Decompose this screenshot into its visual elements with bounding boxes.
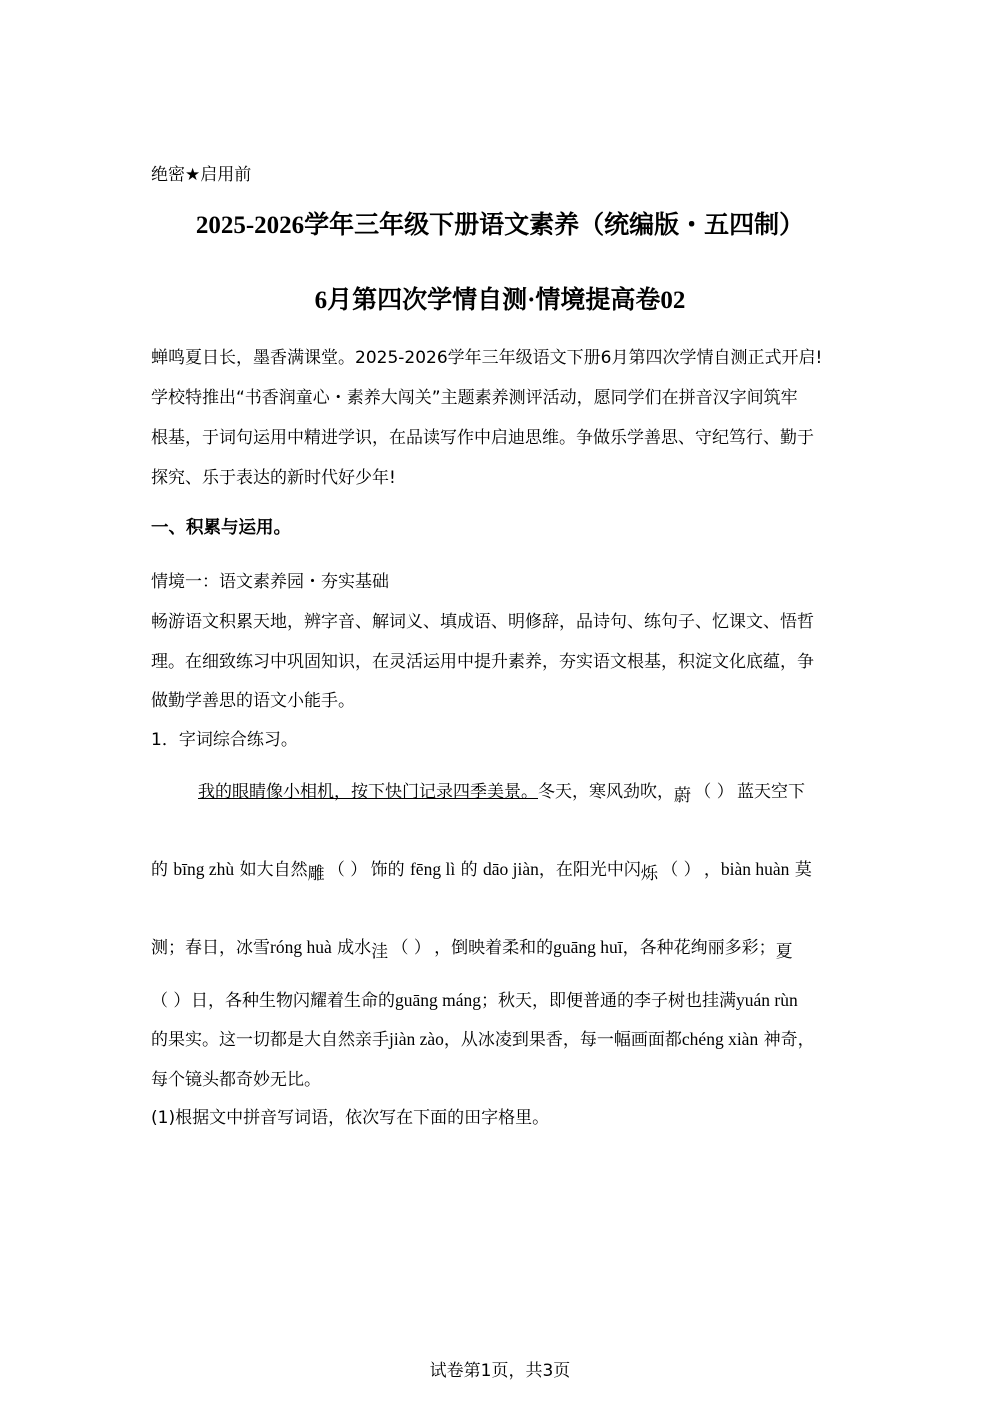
pinyin-blank: biàn huàn [720, 859, 790, 879]
intro-line: 探究、乐于表达的新时代好少年! [151, 468, 396, 488]
text-run: ，倒映着柔和的 [434, 938, 554, 958]
pinyin-blank: bīng zhù [173, 859, 235, 879]
pinyin-blank: jiàn zào [389, 1029, 444, 1049]
answer-blank: （ ） [151, 991, 191, 1011]
pinyin-blank: fēng lì [409, 859, 456, 879]
text-run: ，各种花绚丽多彩； [622, 938, 776, 958]
passage-line [151, 933, 793, 962]
context-line: 理。在细致练习中巩固知识，在灵活运用中提升素养，夯实语文根基，积淀文化底蕴，争 [151, 652, 814, 672]
text-run: 测；春日，冰雪 [151, 938, 270, 958]
passage-line [151, 855, 812, 884]
exam-title-line2: 6月第四次学情自测·情境提高卷02 [314, 287, 686, 314]
context-line: 畅游语文积累天地，辨字音、解词义、填成语、明修辞，品诗句、练句子、忆课文、悟哲 [151, 612, 814, 632]
annotated-char: 雕 [307, 864, 325, 884]
pinyin-blank: yuán rùn [736, 990, 798, 1010]
question-title: 1．字词综合练习。 [151, 730, 298, 750]
confidential-label: 绝密★启用前 [151, 165, 252, 185]
text-run: 冬天，寒风劲吹， [538, 782, 674, 802]
annotated-char: 蔚 [674, 786, 691, 806]
pinyin-blank: guāng huī [553, 937, 623, 957]
pinyin-blank: guāng máng [395, 990, 482, 1010]
answer-blank: （ ） [694, 782, 734, 802]
annotated-char: 夏 [775, 942, 793, 962]
text-run: ， [703, 860, 721, 880]
text-run: 的 [151, 860, 168, 880]
intro-line: 根基，于词句运用中精进学识，在品读写作中启迪思维。争做乐学善思、守纪笃行、勤于 [151, 428, 814, 448]
intro-line: 蝉鸣夏日长，墨香满课堂。2025-2026学年三年级语文下册6月第四次学情自测正式开启! [151, 348, 823, 368]
text-run: ，在阳光中闪 [538, 860, 641, 880]
annotated-char: 洼 [371, 942, 389, 962]
answer-blank: （ ） [391, 938, 431, 958]
text-run: 饰的 [370, 860, 405, 880]
context-line: 做勤学善思的语文小能手。 [151, 691, 355, 711]
exam-title-line1: 2025-2026学年三年级下册语文素养（统编版・五四制） [195, 212, 805, 239]
section-heading: 一、积累与运用。 [151, 518, 291, 538]
sub-question: (1)根据文中拼音写词语，依次写在下面的田字格里。 [151, 1108, 550, 1128]
text-run: 如大自然 [239, 860, 308, 880]
text-run: 莫 [794, 860, 812, 880]
page-footer: 试卷第1页，共3页 [429, 1361, 571, 1381]
text-run: 的果实。这一切都是大自然亲手 [151, 1030, 389, 1050]
text-run: 的 [460, 860, 478, 880]
passage-line [198, 777, 805, 806]
intro-line: 学校特推出“书香润童心・素养大闯关”主题素养测评活动，愿同学们在拼音汉字间筑牢 [151, 388, 798, 408]
passage-line [151, 986, 798, 1011]
text-run: ；秋天，即便普通的李子树也挂满 [481, 991, 737, 1011]
underlined-sentence: 我的眼睛像小相机，按下快门记录四季美景。 [198, 782, 538, 802]
pinyin-blank: róng huà [270, 937, 332, 957]
text-run: 神奇， [763, 1030, 815, 1050]
text-run: ，从冰凌到果香，每一幅画面都 [443, 1030, 682, 1050]
text-run: 成水 [337, 938, 372, 958]
annotated-char: 烁 [640, 864, 658, 884]
answer-blank: （ ） [327, 860, 368, 880]
pinyin-blank: dāo jiàn [483, 859, 539, 879]
passage-line [151, 1025, 815, 1050]
text-run: 日，各种生物闪耀着生命的 [191, 991, 395, 1011]
passage-line: 每个镜头都奇妙无比。 [151, 1070, 321, 1090]
context-title: 情境一：语文素养园・夯实基础 [151, 572, 389, 592]
answer-blank: （ ） [661, 860, 701, 880]
pinyin-blank: chéng xiàn [681, 1029, 759, 1049]
text-run: 蓝天空下 [737, 782, 805, 802]
